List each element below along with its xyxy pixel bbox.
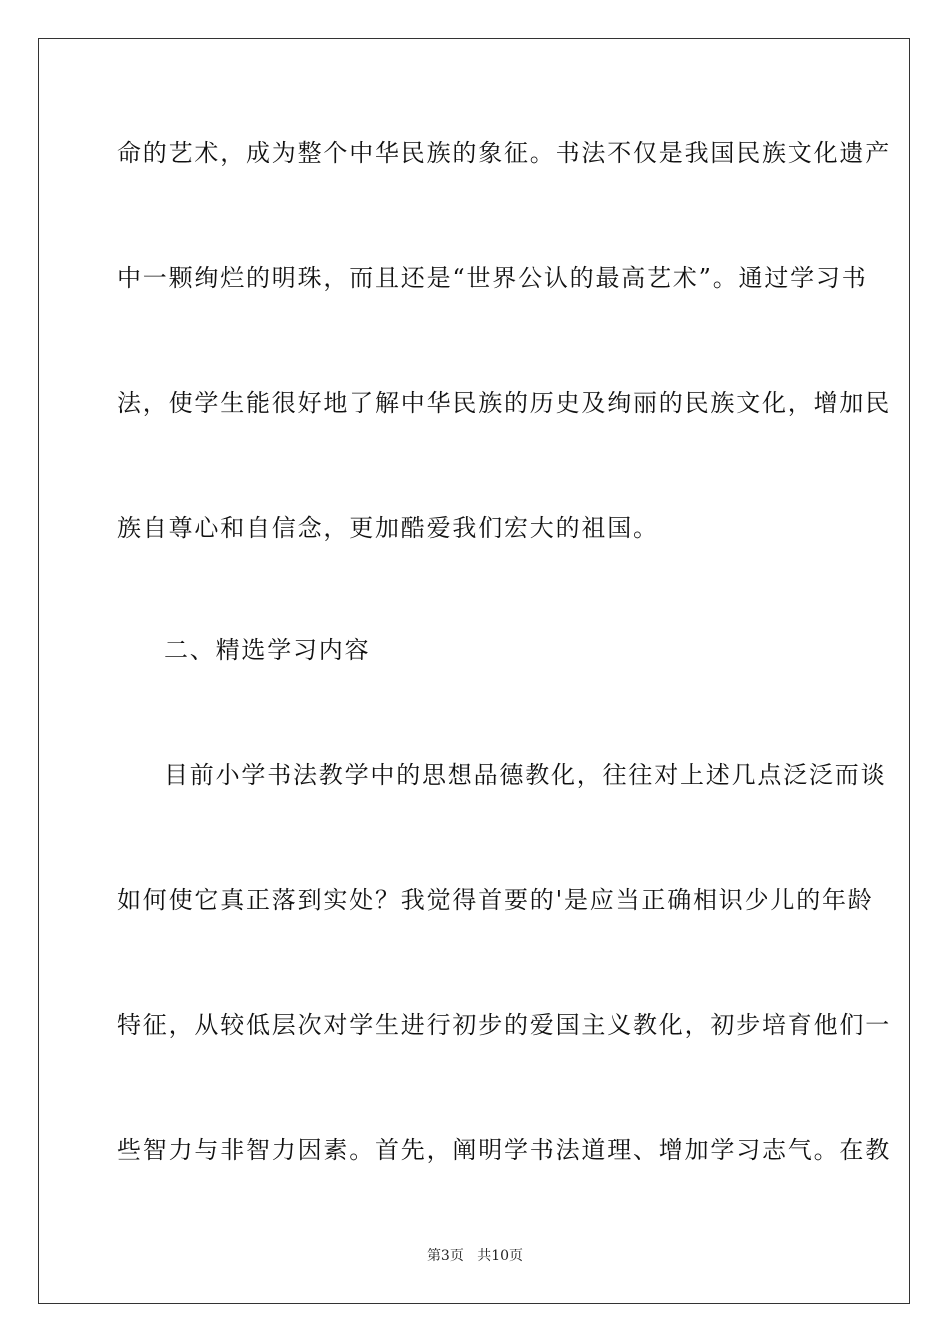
text-line: 特征，从较低层次对学生进行初步的爱国主义教化，初步培育他们一 [117, 1011, 891, 1039]
text-line: 中一颗绚烂的明珠，而且还是“世界公认的最高艺术”。通过学习书 [117, 264, 868, 292]
text-line: 法，使学生能很好地了解中华民族的历史及绚丽的民族文化，增加民 [117, 389, 891, 417]
page-total: 共10页 [477, 1248, 524, 1264]
text-line: 如何使它真正落到实处？我觉得首要的'是应当正确相识少儿的年龄 [117, 886, 874, 914]
section-heading: 二、精选学习内容 [164, 636, 371, 664]
page-number: 第3页 [426, 1248, 464, 1264]
page-border [38, 38, 910, 1304]
text-line: 命的艺术，成为整个中华民族的象征。书法不仅是我国民族文化遗产 [117, 139, 891, 167]
text-line: 族自尊心和自信念，更加酷爱我们宏大的祖国。 [117, 514, 659, 542]
text-line: 目前小学书法教学中的思想品德教化，往往对上述几点泛泛而谈 [164, 761, 887, 789]
text-line: 些智力与非智力因素。首先，阐明学书法道理、增加学习志气。在教 [117, 1136, 891, 1164]
page-footer [0, 1246, 950, 1266]
